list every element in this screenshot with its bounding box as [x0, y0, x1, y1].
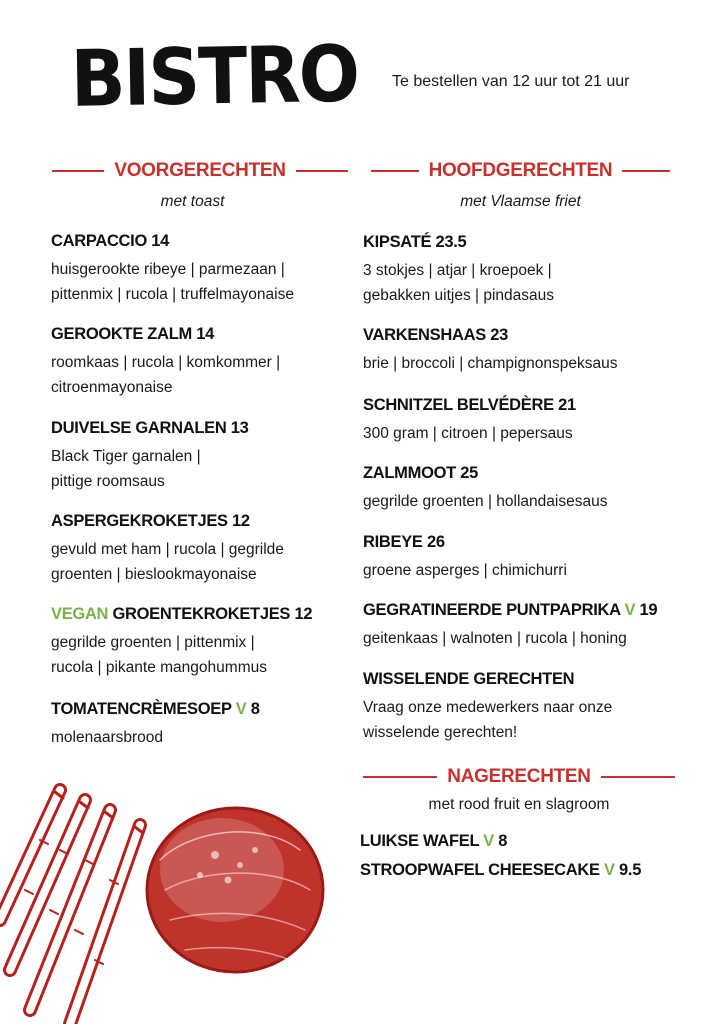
item-description	[363, 558, 567, 583]
menu-item	[360, 832, 507, 851]
desc-line: Black Tiger garnalen |	[51, 448, 201, 465]
item-title	[363, 233, 554, 252]
item-title	[51, 325, 280, 344]
item-title	[363, 533, 567, 552]
opening-hours: Te bestellen van 12 uur tot 21 uur	[392, 73, 630, 90]
item-description	[51, 350, 280, 400]
item-name: GEGRATINEERDE PUNTPAPRIKA	[363, 601, 621, 619]
item-name: WISSELENDE GERECHTEN	[363, 670, 575, 688]
item-description	[51, 257, 294, 307]
section-title: NAGERECHTEN	[447, 766, 591, 787]
brand-logo: BISTRO	[69, 28, 359, 125]
vegetarian-badge: V	[483, 832, 494, 850]
divider-line	[52, 170, 104, 172]
item-price: 19	[639, 601, 658, 619]
nagerechten-header	[360, 766, 678, 788]
item-price: 14	[196, 325, 214, 343]
item-name: SCHNITZEL BELVÉDÈRE	[363, 396, 554, 414]
item-title	[363, 464, 607, 483]
desc-line: brie | broccoli | champignonspeksaus	[363, 355, 618, 372]
item-name: GROENTEKROKETJES	[112, 605, 291, 623]
item-name: KIPSATÉ	[363, 233, 432, 251]
item-title	[51, 512, 284, 531]
menu-item	[363, 601, 657, 651]
item-name: VARKENSHAAS	[363, 326, 486, 344]
item-title	[51, 419, 249, 438]
menu-item	[363, 396, 576, 446]
desc-line: geitenkaas | walnoten | rucola | honing	[363, 630, 627, 647]
item-name: RIBEYE	[363, 533, 423, 551]
item-title	[360, 832, 507, 851]
nagerechten-subtitle: met rood fruit en slagroom	[428, 796, 610, 813]
desc-line: gevuld met ham | rucola | gegrilde	[51, 541, 284, 558]
desc-line: gebakken uitjes | pindasaus	[363, 287, 555, 304]
desc-line: groenten | bieslookmayonaise	[51, 566, 257, 583]
item-name: ZALMMOOT	[363, 464, 456, 482]
item-description	[363, 351, 617, 376]
item-price: 25	[460, 464, 478, 482]
item-price: 21	[558, 396, 576, 414]
desc-line: groene asperges | chimichurri	[363, 562, 567, 579]
menu-item	[363, 326, 617, 376]
desc-line: huisgerookte ribeye | parmezaan |	[51, 261, 285, 278]
voorgerechten-header	[50, 160, 350, 182]
item-description	[363, 695, 612, 745]
item-price: 8	[498, 832, 508, 850]
asparagus-steak-sketch-icon	[0, 770, 330, 1024]
item-title	[51, 700, 260, 719]
item-description	[363, 258, 554, 308]
item-name: TOMATENCRÈMESOEP	[51, 700, 232, 718]
menu-item	[360, 861, 641, 880]
item-price: 8	[250, 700, 260, 718]
desc-line: pittenmix | rucola | truffelmayonaise	[51, 286, 294, 303]
item-title	[360, 861, 641, 880]
desc-line: 300 gram | citroen | pepersaus	[363, 425, 573, 442]
item-description	[363, 421, 576, 446]
menu-item	[51, 325, 280, 400]
hoofdgerechten-subtitle: met Vlaamse friet	[460, 193, 581, 210]
vegetarian-badge: V	[235, 700, 247, 718]
divider-line	[371, 170, 419, 172]
item-price: 9.5	[619, 861, 642, 879]
menu-item	[51, 605, 312, 680]
section-title: VOORGERECHTEN	[114, 160, 286, 181]
menu-item	[51, 512, 284, 587]
desc-line: roomkaas | rucola | komkommer |	[51, 354, 281, 371]
hoofdgerechten-header	[363, 160, 678, 182]
item-price: 14	[151, 232, 170, 250]
item-description	[51, 537, 284, 587]
item-price: 23	[490, 326, 508, 344]
desc-line: rucola | pikante mangohummus	[51, 659, 267, 676]
vegetarian-badge: V	[624, 601, 636, 619]
item-price: 26	[426, 533, 445, 551]
section-title: HOOFDGERECHTEN	[428, 160, 613, 181]
desc-line: gegrilde groenten | hollandaisesaus	[363, 493, 608, 510]
divider-line	[296, 170, 348, 172]
divider-line	[363, 776, 437, 778]
vegetarian-badge: V	[604, 861, 615, 879]
item-name: LUIKSE WAFEL	[360, 832, 479, 850]
menu-item	[51, 700, 260, 750]
menu-item	[363, 464, 607, 514]
item-description	[51, 444, 249, 494]
menu-item	[363, 533, 567, 583]
desc-line: Vraag onze medewerkers naar onze	[363, 699, 613, 716]
item-name: ASPERGEKROKETJES	[51, 512, 228, 530]
item-name: STROOPWAFEL CHEESECAKE	[360, 861, 600, 879]
desc-line: 3 stokjes | atjar | kroepoek |	[363, 262, 552, 279]
item-title	[51, 605, 312, 624]
desc-line: pittige roomsaus	[51, 473, 165, 490]
divider-line	[601, 776, 675, 778]
item-description	[363, 626, 657, 651]
item-name: CARPACCIO	[51, 232, 147, 250]
item-description	[51, 725, 260, 750]
desc-line: gegrilde groenten | pittenmix |	[51, 634, 255, 651]
item-title	[363, 326, 617, 345]
item-title	[363, 601, 657, 620]
menu-item	[51, 232, 294, 307]
item-title	[363, 396, 576, 415]
desc-line: citroenmayonaise	[51, 379, 173, 396]
vegan-label: VEGAN	[51, 605, 109, 623]
item-name: GEROOKTE ZALM	[51, 325, 192, 343]
menu-item	[363, 233, 554, 308]
desc-line: molenaarsbrood	[51, 729, 164, 746]
item-price: 23.5	[435, 233, 467, 251]
item-title	[363, 670, 612, 689]
menu-item	[363, 670, 612, 745]
menu-item	[51, 419, 249, 494]
item-description	[363, 489, 607, 514]
item-price: 12	[232, 512, 250, 530]
voorgerechten-subtitle: met toast	[160, 193, 225, 210]
item-price: 13	[230, 419, 249, 437]
item-name: DUIVELSE GARNALEN	[51, 419, 227, 437]
desc-line: wisselende gerechten!	[363, 724, 518, 741]
item-title	[51, 232, 294, 251]
item-description	[51, 630, 312, 680]
item-price: 12	[294, 605, 313, 623]
divider-line	[622, 170, 670, 172]
